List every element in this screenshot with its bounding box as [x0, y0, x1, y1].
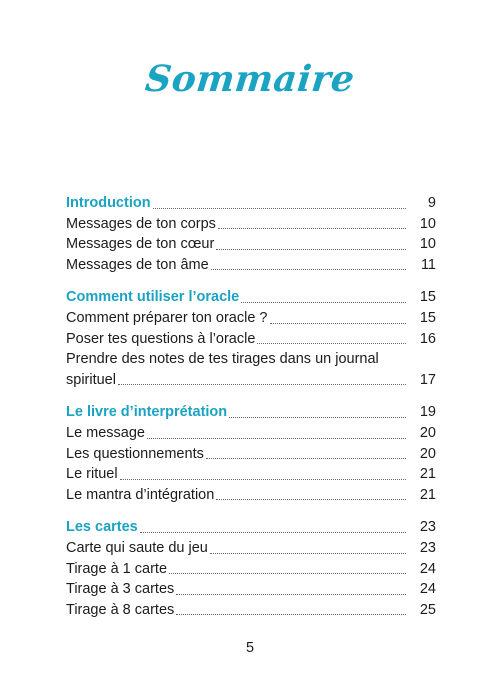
toc-page-number: 15	[419, 289, 436, 306]
toc-entry-label: Le mantra d’intégration	[66, 486, 215, 503]
toc-entry-label: Le rituel	[66, 466, 118, 483]
dot-leader	[241, 302, 406, 303]
toc-entry[interactable]	[66, 214, 436, 235]
toc-section-livre	[66, 402, 436, 505]
toc-heading[interactable]	[66, 287, 436, 308]
dot-leader	[147, 438, 406, 439]
toc-page-number: 23	[419, 539, 436, 556]
toc-heading[interactable]	[66, 517, 436, 538]
toc-page-number: 24	[419, 560, 436, 577]
toc-heading-label: Les cartes	[66, 519, 138, 536]
toc-entry-label: Tirage à 1 carte	[66, 560, 168, 577]
toc-heading[interactable]	[66, 402, 436, 423]
toc-entry[interactable]	[66, 579, 436, 600]
dot-leader	[120, 479, 406, 480]
toc-entry[interactable]	[66, 444, 436, 465]
dot-leader	[118, 384, 406, 385]
toc-entry-label: Poser tes questions à l’oracle	[66, 330, 256, 347]
toc-page-number: 10	[419, 236, 436, 253]
toc-entry-label: Tirage à 3 cartes	[66, 581, 175, 598]
toc-heading-label: Le livre d’interprétation	[66, 404, 228, 421]
toc-page-number: 25	[419, 601, 436, 618]
toc-page-number: 9	[427, 195, 436, 211]
toc-entry[interactable]	[66, 234, 436, 255]
dot-leader	[257, 343, 406, 344]
toc-entry-label: Carte qui saute du jeu	[66, 539, 208, 556]
toc-heading-label: Introduction	[66, 195, 151, 211]
dot-leader	[211, 269, 406, 270]
toc-entry-label: Le message	[66, 424, 145, 441]
toc-entry[interactable]	[66, 464, 436, 485]
toc-entry[interactable]	[66, 485, 436, 506]
toc-heading-label: Comment utiliser l’oracle	[66, 289, 240, 306]
toc-page-number: 19	[419, 404, 436, 421]
toc-entry[interactable]	[66, 255, 436, 276]
toc-page-number: 20	[419, 424, 436, 441]
dot-leader	[176, 614, 406, 615]
toc-entry-label: Prendre des notes de tes tirages dans un journal	[66, 351, 379, 368]
dot-leader	[169, 573, 406, 574]
toc-entry[interactable]	[66, 538, 436, 559]
toc-entry[interactable]	[66, 600, 436, 621]
toc-entry-label: Messages de ton âme	[66, 256, 209, 273]
dot-leader	[140, 532, 406, 533]
toc-page-number: 16	[419, 330, 436, 347]
toc-entry[interactable]	[66, 308, 436, 329]
dot-leader	[206, 458, 406, 459]
page-title: Sommaire	[143, 58, 357, 100]
toc-page-number: 24	[419, 581, 436, 598]
toc-heading[interactable]	[66, 193, 436, 214]
toc-entry[interactable]	[66, 329, 436, 350]
toc-entry-label: Messages de ton cœur	[66, 236, 215, 253]
toc-section-cartes	[66, 517, 436, 620]
toc-page-number: 21	[419, 466, 436, 483]
dot-leader	[153, 208, 406, 209]
dot-leader	[176, 594, 406, 595]
toc-section-oracle	[66, 287, 436, 390]
dot-leader	[216, 249, 406, 250]
toc-entry[interactable]	[66, 349, 436, 390]
toc-page-number: 11	[420, 256, 436, 273]
dot-leader	[270, 323, 407, 324]
toc-entry[interactable]	[66, 423, 436, 444]
toc-page-number: 10	[419, 215, 436, 232]
dot-leader	[210, 553, 406, 554]
toc-section-introduction	[66, 193, 436, 275]
toc-entry-label: Les questionnements	[66, 445, 204, 462]
toc-entry[interactable]	[66, 559, 436, 580]
toc-entry-label: Comment préparer ton oracle ?	[66, 309, 268, 326]
toc-page-number: 20	[419, 445, 436, 462]
dot-leader	[218, 228, 406, 229]
toc-page-number: 23	[419, 519, 436, 536]
dot-leader	[229, 417, 406, 418]
toc-page-number: 17	[419, 371, 436, 388]
toc-page-number: 21	[419, 486, 436, 503]
toc-entry-label-continued: spirituel	[66, 371, 116, 388]
toc-entry-label: Tirage à 8 cartes	[66, 601, 175, 618]
toc-entry-label: Messages de ton corps	[66, 215, 216, 232]
toc-page-number: 15	[419, 309, 436, 326]
table-of-contents	[66, 193, 436, 632]
dot-leader	[216, 499, 406, 500]
page-number: 5	[245, 640, 255, 656]
